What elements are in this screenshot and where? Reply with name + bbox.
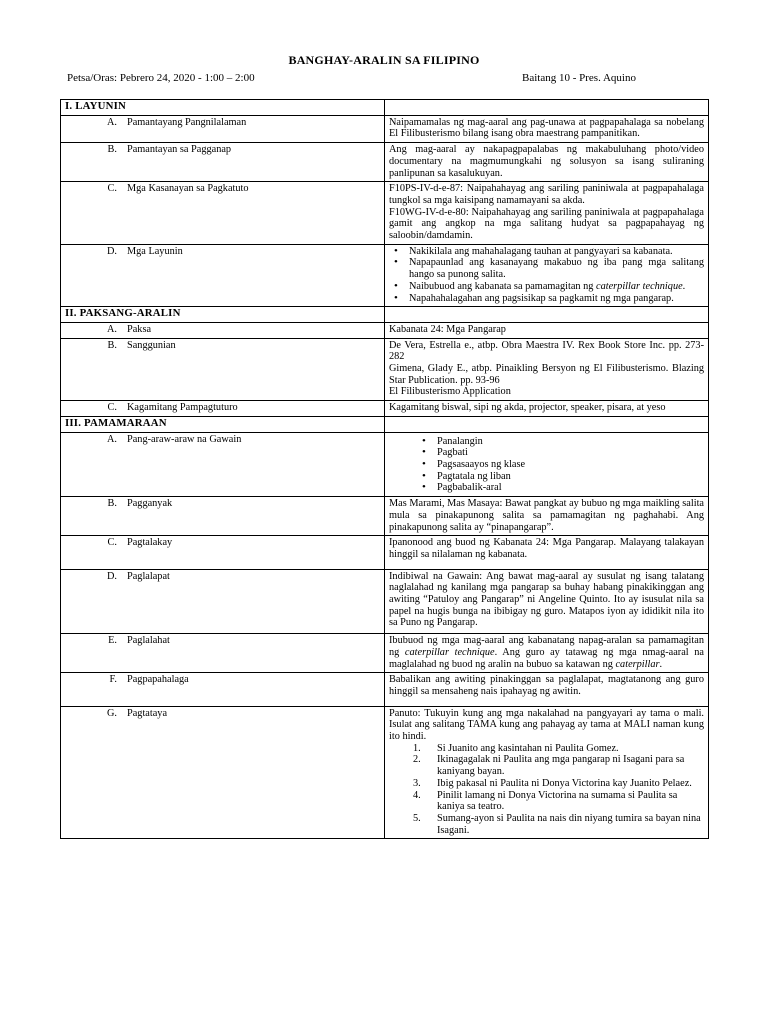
row-content	[385, 706, 709, 839]
row-letter: A.	[106, 433, 117, 445]
row-content: Ipanonood ang buod ng Kabanata 24: Mga Pangarap. Malayang talakayan hinggil sa nilalaman ng kabanata.	[385, 536, 709, 569]
row-label-text: Paksa	[127, 323, 152, 335]
competency-1: F10PS-IV-d-e-87: Naipahahayag ang sariling paniniwala at pagpapahalaga tungkol sa mga kaisipang namamayani sa akda.	[389, 183, 704, 206]
row-content	[385, 634, 709, 673]
row-letter: D.	[106, 570, 117, 582]
row-content	[385, 432, 709, 497]
row-label	[61, 182, 385, 245]
row-letter: B.	[107, 144, 117, 156]
row-label	[61, 673, 385, 706]
row-letter: C.	[107, 183, 117, 195]
row-content: Mas Marami, Mas Masaya: Bawat pangkat ay bubuo ng mga maikling salita mula sa pinakapunong salita sa pamamagitan ng paghahabi. Ang pinakapunong salita ay “pinapangarap”.	[385, 497, 709, 536]
punctuation: .	[682, 280, 686, 292]
row-letter: C.	[107, 537, 117, 549]
list-item: • Nakikilala ang mahahalagang tauhan at pangyayari sa kabanata.	[409, 246, 704, 258]
table-row	[61, 115, 709, 142]
row-content: Naipamamalas ng mag-aaral ang pag-unawa at pagpapahalaga sa nobelang El Filibusterismo bilang isang obra maestrang pampanitikan.	[385, 115, 709, 142]
table-row	[61, 634, 709, 673]
table-row	[61, 536, 709, 569]
row-letter: E.	[108, 635, 117, 647]
row-label	[61, 432, 385, 497]
italic-term: caterpillar	[615, 658, 660, 670]
list-item: • Pagbati	[437, 447, 704, 459]
list-item	[409, 281, 704, 293]
item-text: Pinilit lamang ni Donya Victorina na sumama si Paulita sa kaniya sa teatro.	[437, 789, 678, 813]
row-label	[61, 244, 385, 307]
table-row	[61, 706, 709, 839]
section-heading-layunin: I. LAYUNIN	[61, 100, 385, 116]
table-row	[61, 338, 709, 401]
row-label	[61, 401, 385, 417]
row-label-text: Pagtalakay	[127, 537, 173, 549]
row-label-text: Sanggunian	[127, 339, 176, 351]
italic-term: caterpillar technique	[404, 646, 495, 658]
routine-list	[389, 436, 704, 495]
document-title: BANGHAY-ARALIN SA FILIPINO	[288, 53, 480, 67]
row-letter: C.	[107, 402, 117, 414]
competency-2: F10WG-IV-d-e-80: Naipahahayag ang sariling paniniwala at pagpapahalaga gamit ang angkop na mga salitang hudyat sa pagpapahayag ng saloobin/damdamin.	[389, 206, 704, 242]
row-label	[61, 338, 385, 401]
row-letter: B.	[107, 339, 117, 351]
list-item	[413, 812, 704, 836]
reference-2: Gimena, Glady E., atbp. Pinaikling Bersyon ng El Filibusterismo. Blazing Star Publication. pp. 93-96	[389, 363, 704, 386]
row-label-text: Pang-araw-araw na Gawain	[127, 433, 242, 445]
list-item: • Pagsasaayos ng klase	[437, 459, 704, 471]
table-row	[61, 569, 709, 634]
section-header-row	[61, 100, 709, 116]
assessment-list	[389, 743, 704, 837]
row-content: Indibiwal na Gawain: Ang bawat mag-aaral ay susulat ng isang talatang naglalahad ng kanilang mga pangarap sa buhay habang pinakikinggan ang awiting “Patuloy ang Pangarap” ni Angeline Quinto. Ito ay isusulat nila sa papel na hugis bunga na ibibigay ng guro. Matapos iyon ay ididikit nila ito sa Puno ng Pangarap.	[385, 569, 709, 634]
item-number: 3.	[413, 777, 421, 789]
table-row	[61, 432, 709, 497]
italic-term: caterpillar technique	[596, 280, 683, 292]
empty-cell	[385, 100, 709, 116]
row-content	[385, 244, 709, 307]
row-label-text: Mga Layunin	[127, 245, 183, 257]
row-label	[61, 569, 385, 634]
summary-text-2: . Ang guro ay tatawag ng mga nmag-aaral na maglalahad ng buod ng aralin na bubuo sa katawan ng	[389, 646, 704, 670]
item-number: 1.	[413, 742, 421, 754]
row-label-text: Paglalahat	[127, 635, 170, 647]
row-letter: G.	[106, 707, 117, 719]
table-row	[61, 244, 709, 307]
row-content: Babalikan ang awiting pinakinggan sa paglalapat, magtatanong ang guro hinggil sa mensaheng nais ipahayag ng awitin.	[385, 673, 709, 706]
summary-text-1: Ibubuod ng mga mag-aaral ang kabanatang napag-aralan sa pamamagitan ng	[389, 635, 704, 658]
punctuation: .	[659, 658, 663, 670]
row-content: Ang mag-aaral ay nakapagpapalabas ng makabuluhang photo/video documentary na magmumungkahi ng solusyon sa isang suliraning panlipunan sa kasalukuyan.	[385, 143, 709, 182]
row-label-text: Pagganyak	[127, 498, 173, 510]
section-header-row	[61, 307, 709, 323]
item-number: 2.	[413, 754, 421, 766]
section-heading-paksa: II. PAKSANG-ARALIN	[61, 307, 385, 323]
row-letter: A.	[106, 116, 117, 128]
list-item: • Pagtatala ng liban	[437, 471, 704, 483]
item-text: Ikinagagalak ni Paulita ang mga pangarap ni Isagani para sa kaniyang bayan.	[437, 754, 685, 778]
reference-3: El Filibusterismo Application	[389, 386, 511, 398]
list-item: • Napapaunlad ang kasanayang makabuo ng iba pang mga salitang hango sa punong salita.	[409, 257, 704, 280]
row-label	[61, 634, 385, 673]
reference-1: De Vera, Estrella e., atbp. Obra Maestra IV. Rex Book Store Inc. pp. 273-282	[389, 339, 704, 363]
list-item	[413, 742, 704, 755]
row-content	[385, 338, 709, 401]
row-label-text: Pagtataya	[127, 707, 168, 719]
row-label-text: Pagpapahalaga	[127, 674, 189, 686]
table-row	[61, 182, 709, 245]
list-item: • Pagbabalik-aral	[437, 482, 704, 494]
row-label-text: Paglalapat	[127, 570, 170, 582]
list-item-text: Naibubuod ang kabanata sa pamamagitan ng	[409, 280, 594, 292]
row-label-text: Pamantayan sa Pagganap	[127, 144, 232, 156]
row-label	[61, 706, 385, 839]
objectives-list	[389, 246, 704, 305]
list-item	[413, 754, 704, 778]
lesson-plan-table	[60, 99, 709, 839]
row-label	[61, 115, 385, 142]
row-label	[61, 536, 385, 569]
row-content	[385, 182, 709, 245]
table-row	[61, 401, 709, 417]
assessment-instructions: Panuto: Tukuyin kung ang mga nakalahad na pangyayari ay tama o mali. Isulat ang salitang TAMA kung ang pahayag ay tama at MALI naman kung ito hindi.	[389, 707, 704, 743]
row-label-text: Pamantayang Pangnilalaman	[127, 116, 247, 128]
row-label-text: Kagamitang Pampagtuturo	[127, 402, 238, 414]
row-letter: D.	[106, 245, 117, 257]
section-heading-pamamaraan: III. PAMAMARAAN	[61, 416, 385, 432]
table-row	[61, 143, 709, 182]
list-item	[413, 789, 704, 813]
list-item	[413, 777, 704, 790]
item-text: Ibig pakasal ni Paulita ni Donya Victorina kay Juanito Pelaez.	[437, 777, 692, 789]
row-letter: A.	[106, 323, 117, 335]
item-number: 4.	[413, 789, 421, 801]
row-letter: F.	[109, 674, 117, 686]
row-content: Kagamitang biswal, sipi ng akda, projector, speaker, pisara, at yeso	[385, 401, 709, 417]
section-header-row	[61, 416, 709, 432]
row-letter: B.	[107, 498, 117, 510]
list-item: • Panalangin	[437, 436, 704, 448]
row-label-text: Mga Kasanayan sa Pagkatuto	[127, 183, 249, 195]
date-time: Petsa/Oras: Pebrero 24, 2020 - 1:00 – 2:00	[67, 72, 255, 84]
item-text: Sumang-ayon si Paulita na nais din niyang tumira sa bayan nina Isagani.	[437, 812, 701, 836]
grade-section: Baitang 10 - Pres. Aquino	[522, 72, 636, 84]
empty-cell	[385, 416, 709, 432]
list-item: • Napahahalagahan ang pagsisikap sa pagkamit ng mga pangarap.	[409, 293, 704, 305]
row-label	[61, 497, 385, 536]
item-text: Si Juanito ang kasintahan ni Paulita Gomez.	[437, 742, 619, 754]
row-label	[61, 143, 385, 182]
empty-cell	[385, 307, 709, 323]
item-number: 5.	[413, 812, 421, 824]
table-row	[61, 497, 709, 536]
table-row	[61, 673, 709, 706]
table-row	[61, 322, 709, 338]
row-label	[61, 322, 385, 338]
row-content: Kabanata 24: Mga Pangarap	[385, 322, 709, 338]
